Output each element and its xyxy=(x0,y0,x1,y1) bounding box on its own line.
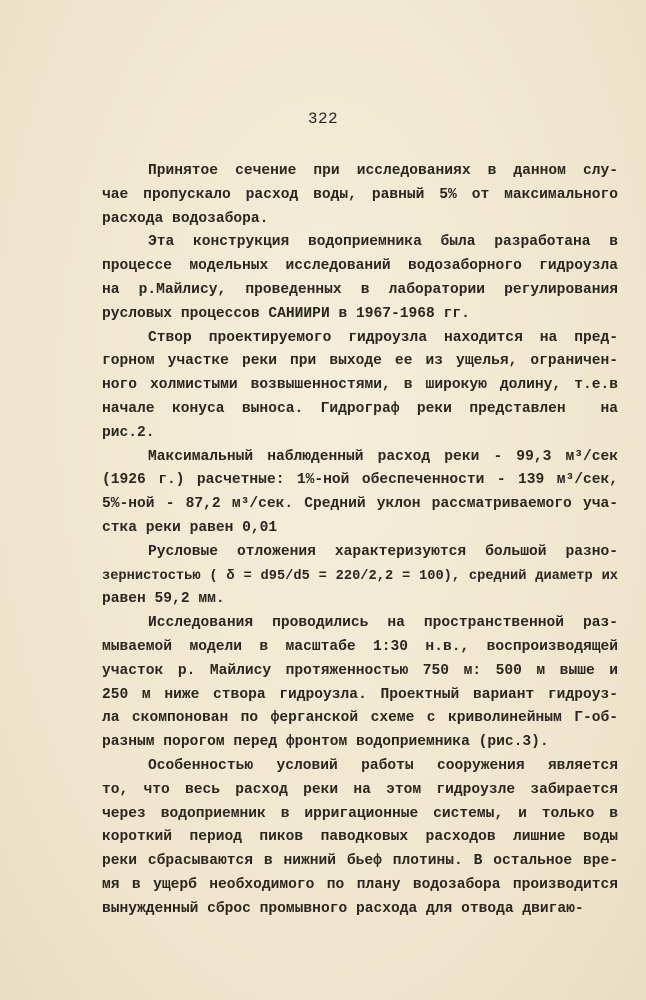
text-line: мываемой модели в масштабе 1:30 н.в., воспроизводящей xyxy=(102,638,618,655)
text-line: через водоприемник в ирригационные системы, и только в xyxy=(102,805,618,822)
text-line: участок р. Майлису протяженностью 750 м: 500 м выше и xyxy=(102,662,618,679)
text-line: расхода водозабора. xyxy=(102,210,269,227)
text-line: зернистостью ( δ = d95/d5 = 220/2,2 = 100), средний диаметр их xyxy=(102,568,618,584)
text-line: русловых процессов САНИИРИ в 1967-1968 гг. xyxy=(102,305,470,322)
text-line: начале конуса выноса. Гидрограф реки представлен на xyxy=(102,400,618,417)
text-line: вынужденный сброс промывного расхода для отвода двигаю- xyxy=(102,900,584,917)
text-line: Исследования проводились на пространственной раз- xyxy=(148,615,618,632)
text-line: стка реки равен 0,01 xyxy=(102,519,278,536)
text-line: рис.2. xyxy=(102,424,155,441)
text-line: 5%-ной - 87,2 м³/сек. Средний уклон рассматриваемого уча- xyxy=(102,496,618,513)
text-line: Принятое сечение при исследованиях в данном слу- xyxy=(148,163,618,179)
text-line: горном участке реки при выходе ее из ущелья, ограничен- xyxy=(102,353,618,370)
page-number: 322 xyxy=(307,110,339,128)
text-line: короткий период пиков паводковых расходов лишние воды xyxy=(102,829,618,846)
text-line: Максимальный наблюденный расход реки - 99,3 м³/сек xyxy=(148,448,618,465)
text-line: (1926 г.) расчетные: 1%-ной обеспеченности - 139 м³/сек, xyxy=(102,472,618,489)
body-text xyxy=(102,160,618,922)
text-line: равен 59,2 мм. xyxy=(102,591,225,608)
text-line: мя в ущерб необходимого по плану водозабора производится xyxy=(102,876,618,893)
text-line: 250 м ниже створа гидроузла. Проектный вариант гидроуз- xyxy=(102,686,618,703)
text-line: чае пропускало расход воды, равный 5% от максимального xyxy=(102,186,618,203)
text-line: ного холмистыми возвышенностями, в широкую долину, т.е.в xyxy=(102,377,618,394)
text-line: то, что весь расход реки на этом гидроузле забирается xyxy=(102,781,618,798)
text-line: ла скомпонован по ферганской схеме с криволинейным Г-об- xyxy=(102,710,618,727)
text-line: реки сбрасываются в нижний бьеф плотины. В остальное вре- xyxy=(102,853,618,870)
text-line: Особенностью условий работы сооружения является xyxy=(148,757,618,774)
text-line: процессе модельных исследований водозаборного гидроузла xyxy=(102,258,618,275)
text-line: Створ проектируемого гидроузла находится на пред- xyxy=(148,329,618,346)
text-line: разным порогом перед фронтом водоприемника (рис.3). xyxy=(102,734,549,751)
text-line: Эта конструкция водоприемника была разработана в xyxy=(148,234,618,251)
text-line: Русловые отложения характеризуются большой разно- xyxy=(148,543,618,560)
text-line: на р.Майлису, проведенных в лаборатории регулирования xyxy=(102,281,618,298)
